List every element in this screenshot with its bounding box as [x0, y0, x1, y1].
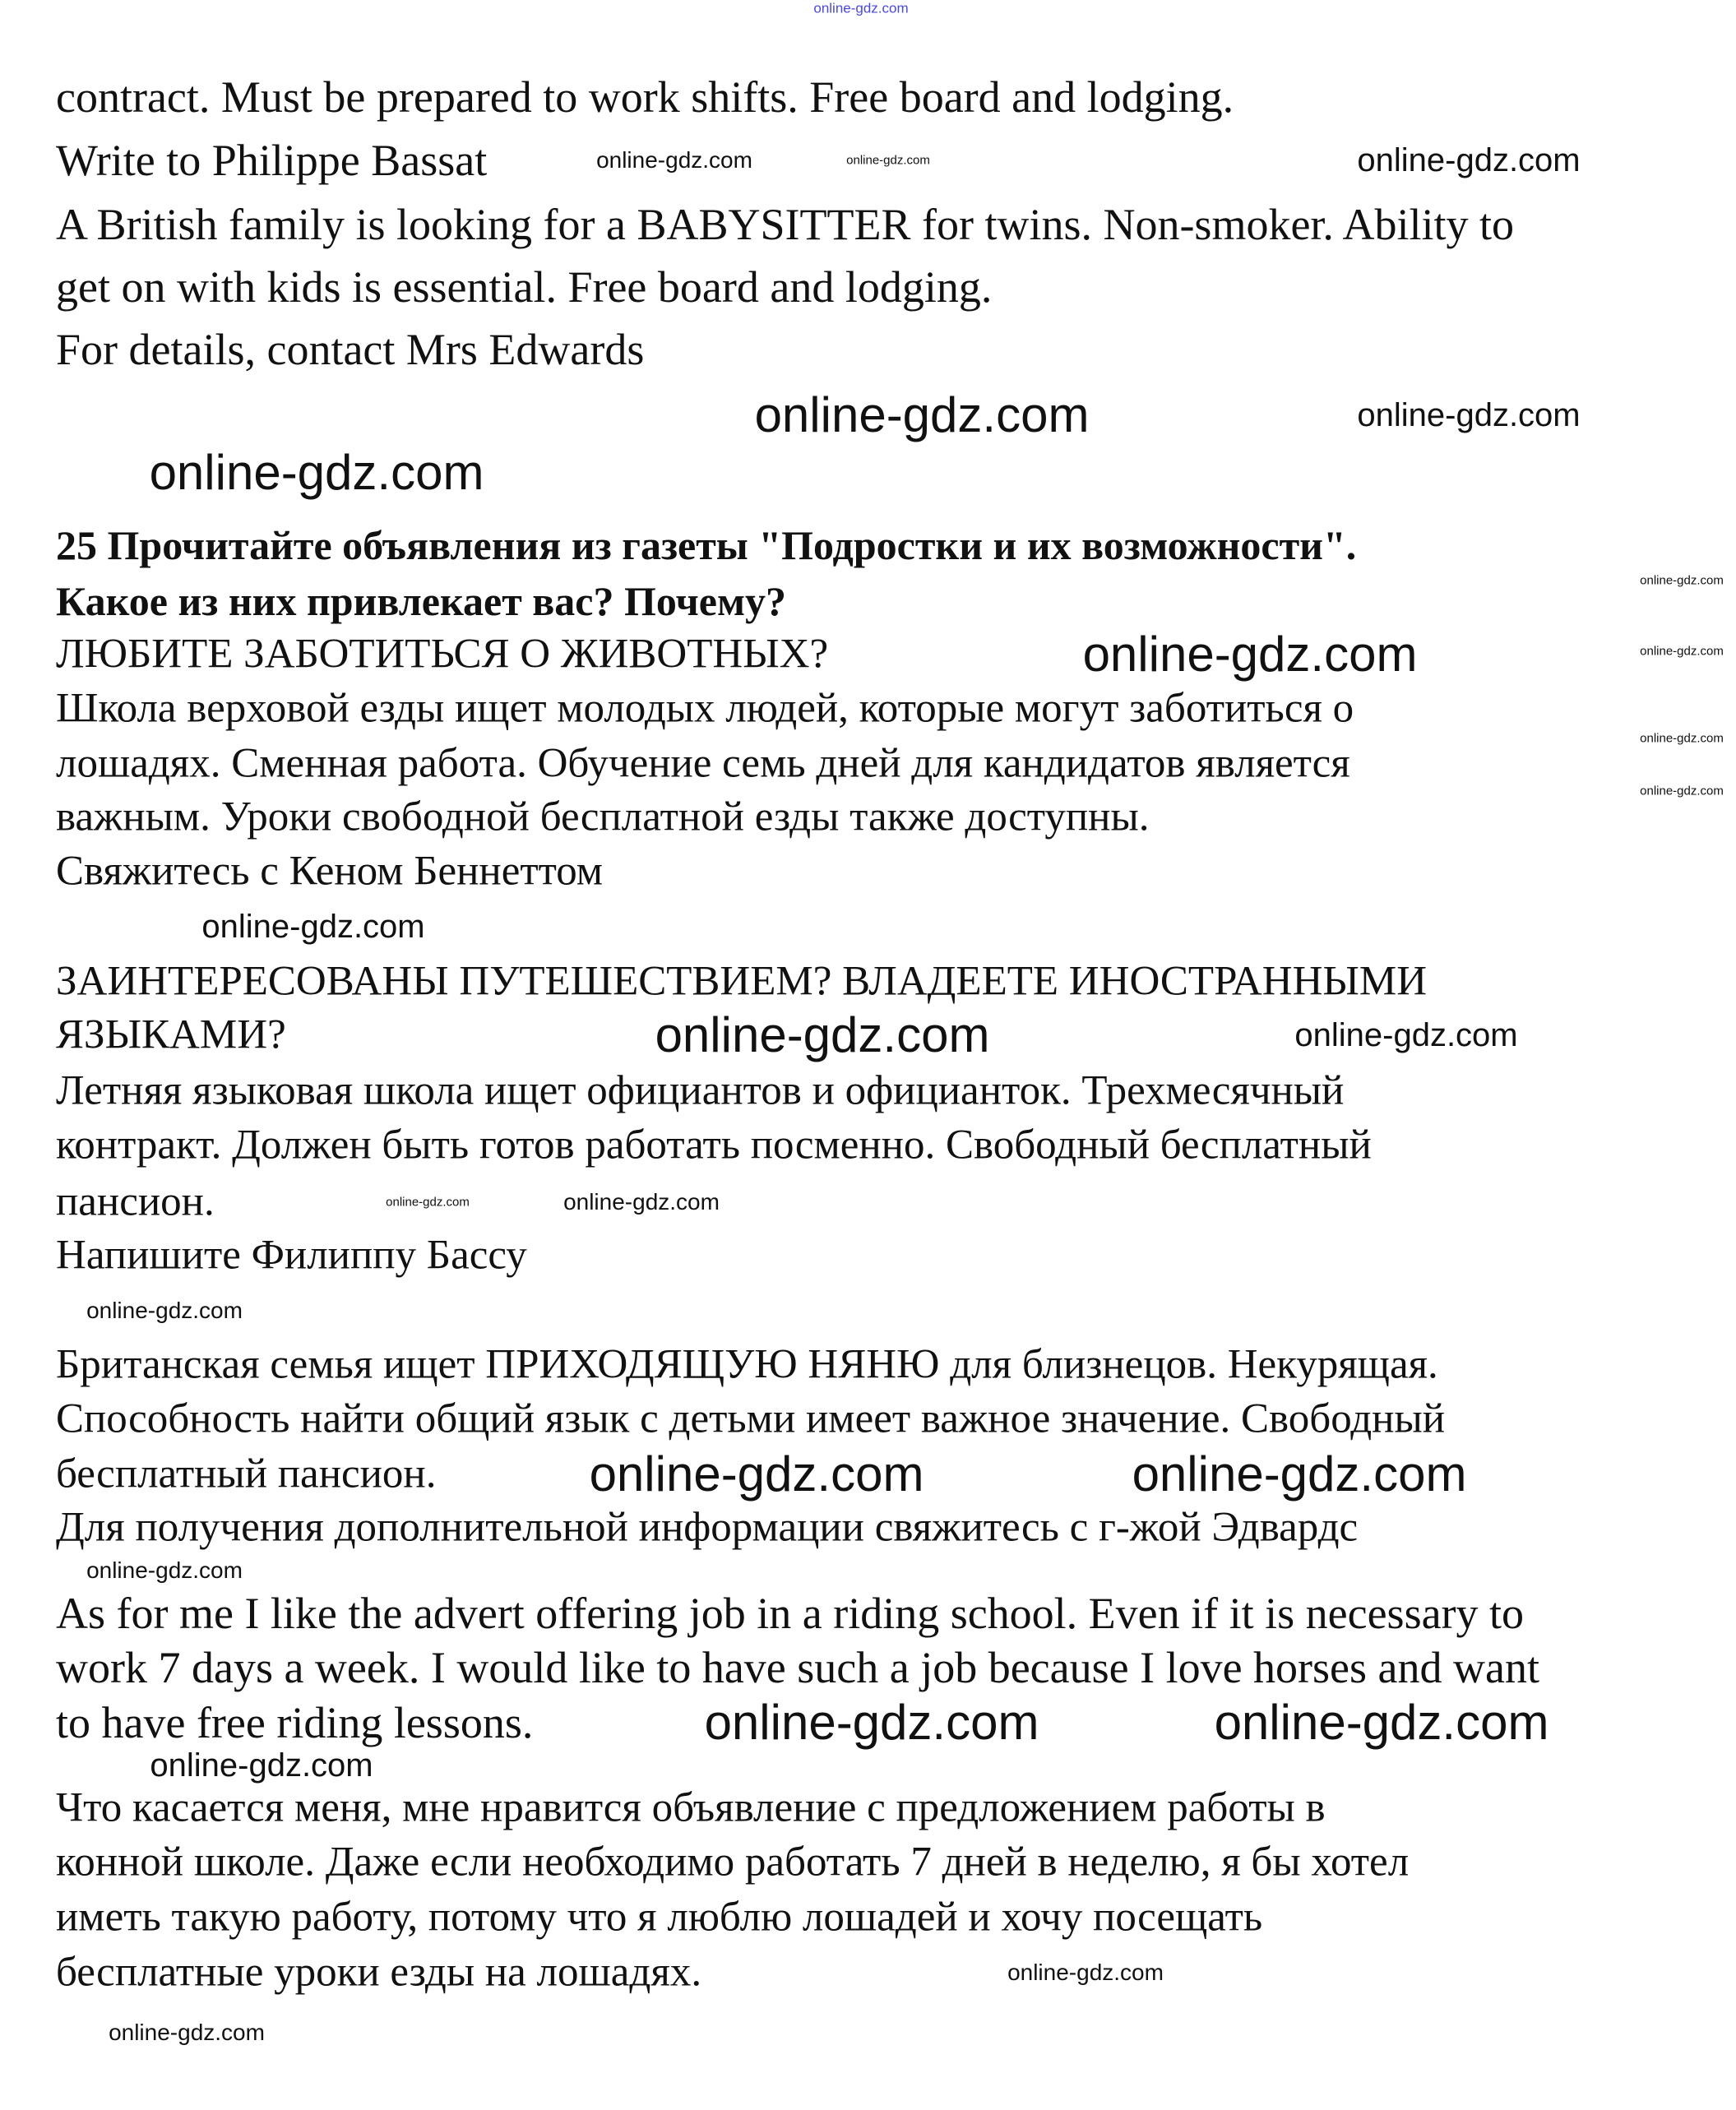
translation-line: лошадях. Сменная работа. Обучение семь дней для кандидатов является [56, 740, 1350, 787]
watermark: online-gdz.com [1640, 644, 1724, 659]
translation-line: контракт. Должен быть готов работать посменно. Свободный бесплатный [56, 1122, 1372, 1168]
answer-ru-line: бесплатные уроки езды на лошадях. [56, 1949, 702, 1996]
watermark: online-gdz.com [1640, 573, 1724, 588]
header-watermark: online-gdz.com [813, 0, 909, 16]
watermark: online-gdz.com [1294, 1017, 1518, 1053]
watermark: online-gdz.com [655, 1007, 990, 1062]
watermark: online-gdz.com [846, 153, 930, 168]
translation-line: Способность найти общий язык с детьми имеет важное значение. Свободный [56, 1395, 1446, 1442]
watermark: online-gdz.com [1640, 731, 1724, 746]
ad-text-line: contract. Must be prepared to work shifts. Free board and lodging. [56, 72, 1234, 122]
watermark: online-gdz.com [150, 1747, 373, 1784]
answer-en-line: to have free riding lessons. [56, 1698, 534, 1747]
watermark: online-gdz.com [754, 387, 1090, 442]
translation-line: Британская семья ищет ПРИХОДЯЩУЮ НЯНЮ для близнецов. Некурящая. [56, 1341, 1438, 1388]
watermark: online-gdz.com [1132, 1446, 1467, 1502]
watermark: online-gdz.com [1640, 784, 1724, 798]
ad-text-line: A British family is looking for a BABYSITTER for twins. Non-smoker. Ability to [56, 200, 1514, 249]
translation-line: пансион. [56, 1178, 215, 1225]
watermark: online-gdz.com [1082, 627, 1418, 682]
watermark: online-gdz.com [563, 1189, 720, 1215]
watermark: online-gdz.com [1357, 142, 1581, 178]
translation-line: Для получения дополнительной информации свяжитесь с г-жой Эдвардс [56, 1504, 1359, 1551]
translation-line: ЛЮБИТЕ ЗАБОТИТЬСЯ О ЖИВОТНЫХ? [56, 631, 829, 678]
watermark: online-gdz.com [1214, 1695, 1549, 1750]
answer-en-line: work 7 days a week. I would like to have such a job because I love horses and want [56, 1643, 1539, 1692]
translation-line: ЗАИНТЕРЕСОВАНЫ ПУТЕШЕСТВИЕМ? ВЛАДЕЕТЕ ИНОСТРАННЫМИ [56, 958, 1428, 1005]
watermark: online-gdz.com [589, 1446, 924, 1502]
answer-ru-line: иметь такую работу, потому что я люблю лошадей и хочу посещать [56, 1894, 1263, 1941]
answer-ru-line: конной школе. Даже если необходимо работать 7 дней в неделю, я бы хотел [56, 1839, 1410, 1886]
watermark: online-gdz.com [1357, 397, 1581, 433]
answer-ru-line: Что касается меня, мне нравится объявление с предложением работы в [56, 1784, 1326, 1831]
translation-line: Школа верховой езды ищет молодых людей, которые могут заботиться о [56, 685, 1354, 732]
task-question: Какое из них привлекает вас? Почему? [56, 578, 787, 624]
ad-text-line: For details, contact Mrs Edwards [56, 325, 645, 374]
watermark: online-gdz.com [86, 1557, 243, 1583]
watermark: online-gdz.com [596, 147, 752, 173]
translation-line: Летняя языковая школа ищет официантов и официанток. Трехмесячный [56, 1067, 1345, 1114]
watermark: online-gdz.com [149, 445, 484, 500]
watermark: online-gdz.com [109, 2020, 265, 2045]
task-heading: 25 Прочитайте объявления из газеты "Подростки и их возможности". [56, 522, 1357, 568]
watermark: online-gdz.com [201, 909, 425, 945]
translation-line: важным. Уроки свободной бесплатной езды также доступны. [56, 794, 1150, 840]
watermark: online-gdz.com [386, 1195, 470, 1210]
ad-text-line: Write to Philippe Bassat [56, 136, 488, 185]
ad-text-line: get on with kids is essential. Free board and lodging. [56, 262, 993, 312]
watermark: online-gdz.com [1007, 1960, 1164, 1985]
translation-line: Свяжитесь с Кеном Беннеттом [56, 848, 604, 895]
answer-en-line: As for me I like the advert offering job in a riding school. Even if it is necessary to [56, 1589, 1525, 1638]
translation-line: ЯЗЫКАМИ? [56, 1011, 286, 1058]
translation-line: бесплатный пансион. [56, 1451, 437, 1497]
watermark: online-gdz.com [704, 1695, 1039, 1750]
translation-line: Напишите Филиппу Бассу [56, 1232, 527, 1279]
watermark: online-gdz.com [86, 1298, 243, 1323]
